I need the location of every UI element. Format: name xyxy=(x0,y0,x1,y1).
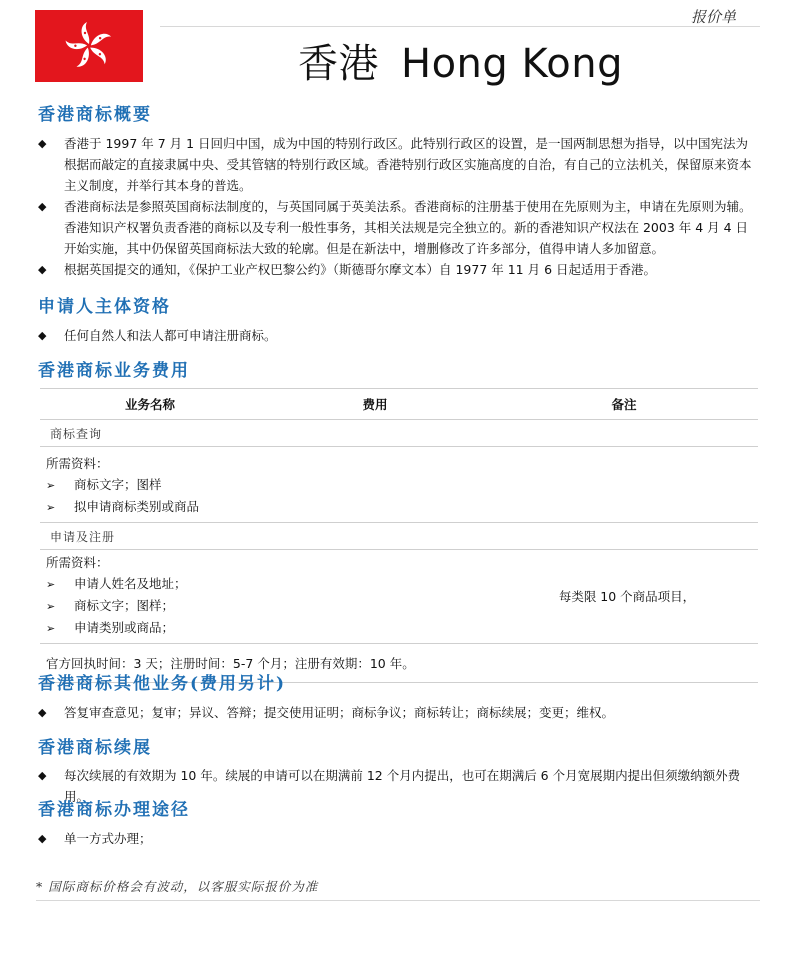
header-divider xyxy=(160,26,760,27)
list-item: ◆ 根据英国提交的通知，《保护工业产权巴黎公约》（斯德哥尔摩文本）自 1977 年 11 月 6 日起适用于香港。 xyxy=(38,259,758,280)
table-header-row xyxy=(40,389,758,420)
service-registration-title: 申请及注册 xyxy=(40,523,758,550)
diamond-bullet-icon: ◆ xyxy=(38,769,47,782)
list-item: ➢ 拟申请商标类别或商品 xyxy=(46,496,758,518)
list-item: ➢ 商标文字；图样 xyxy=(46,474,758,496)
section-heading-renewal: 香港商标续展 xyxy=(38,738,152,758)
bauhinia-flower-icon xyxy=(35,10,143,82)
section-heading-fees: 香港商标业务费用 xyxy=(38,361,190,381)
section-heading-channel: 香港商标办理途径 xyxy=(38,800,190,820)
list-item: ◆ 每次续展的有效期为 10 年。续展的申请可以在期满前 12 个月内提出，也可在期满后 6 个月宽展期内提出但须缴纳额外费用。 xyxy=(38,765,758,807)
table-row xyxy=(40,447,758,523)
section-heading-other-services: 香港商标其他业务(费用另计) xyxy=(38,674,287,694)
list-item: ➢ 申请人姓名及地址； xyxy=(46,573,490,595)
page-title-en: Hong Kong xyxy=(401,41,623,87)
list-item: ◆ 答复审查意见；复审；异议、答辩；提交使用证明；商标争议；商标转让；商标续展；变更；维权。 xyxy=(38,702,758,723)
arrow-bullet-icon: ➢ xyxy=(46,600,56,613)
diamond-bullet-icon: ◆ xyxy=(38,832,47,845)
arrow-bullet-icon: ➢ xyxy=(46,479,56,492)
section-heading-overview: 香港商标概要 xyxy=(38,105,152,125)
channel-list xyxy=(38,828,758,849)
diamond-bullet-icon: ◆ xyxy=(38,263,47,276)
list-item: ◆ 任何自然人和法人都可申请注册商标。 xyxy=(38,325,758,346)
diamond-bullet-icon: ◆ xyxy=(38,706,47,719)
fee-table xyxy=(40,388,758,683)
hong-kong-flag-icon xyxy=(35,10,143,82)
diamond-bullet-icon: ◆ xyxy=(38,137,47,150)
materials-label: 所需资料： xyxy=(46,555,109,570)
materials-label: 所需资料： xyxy=(46,456,109,471)
timeline-note: 官方回执时间：3 天；注册时间：5-7 个月；注册有效期：10 年。 xyxy=(40,644,758,683)
list-item: ➢ 商标文字；图样； xyxy=(46,595,490,617)
section-heading-eligibility: 申请人主体资格 xyxy=(38,297,171,317)
document-type-label: 报价单 xyxy=(690,8,736,26)
table-subheading-row xyxy=(40,523,758,550)
list-item: ➢ 申请类别或商品； xyxy=(46,617,490,639)
service-search-title: 商标查询 xyxy=(40,420,758,447)
table-row xyxy=(40,550,758,644)
table-subheading-row xyxy=(40,420,758,447)
arrow-bullet-icon: ➢ xyxy=(46,578,56,591)
diamond-bullet-icon: ◆ xyxy=(38,200,47,213)
list-item: ◆ 香港商标法是参照英国商标法制度的，与英国同属于英美法系。香港商标的注册基于使用在先原则为主，申请在先原则为辅。香港知识产权署负责香港的商标以及专利一般性事务，其相关法规是完全独立的。新的香港知识产权法在 2003 年 4 月 4 日开始实施，其中仍保留英国商标法大致的轮廓。但是在新法中，增删修改了许多部分，值得申请人多加留意。 xyxy=(38,196,758,259)
list-item: ◆ 香港于 1997 年 7 月 1 日回归中国，成为中国的特别行政区。此特别行政区的设置，是一国两制思想为指导，以中国宪法为根据而敲定的直接隶属中央、受其管辖的特别行政区域。香港特别行政区实施高度的自治，有自己的立法机关，保留原来资本主义制度，并举行其本身的普选。 xyxy=(38,133,758,196)
overview-list xyxy=(38,133,758,280)
footnote: * 国际商标价格会有波动，以客服实际报价为准 xyxy=(36,879,319,894)
footer-divider xyxy=(36,900,760,901)
list-item: ◆ 单一方式办理； xyxy=(38,828,758,849)
page-title-cn: 香港 xyxy=(298,41,379,87)
registration-remark: 每类限 10 个商品项目， xyxy=(558,589,696,604)
column-header: 备注 xyxy=(490,389,758,420)
column-header: 费用 xyxy=(260,389,490,420)
arrow-bullet-icon: ➢ xyxy=(46,622,56,635)
page-title xyxy=(298,32,623,89)
arrow-bullet-icon: ➢ xyxy=(46,501,56,514)
eligibility-list xyxy=(38,325,758,346)
other-services-list xyxy=(38,702,758,723)
column-header: 业务名称 xyxy=(40,389,260,420)
diamond-bullet-icon: ◆ xyxy=(38,329,47,342)
